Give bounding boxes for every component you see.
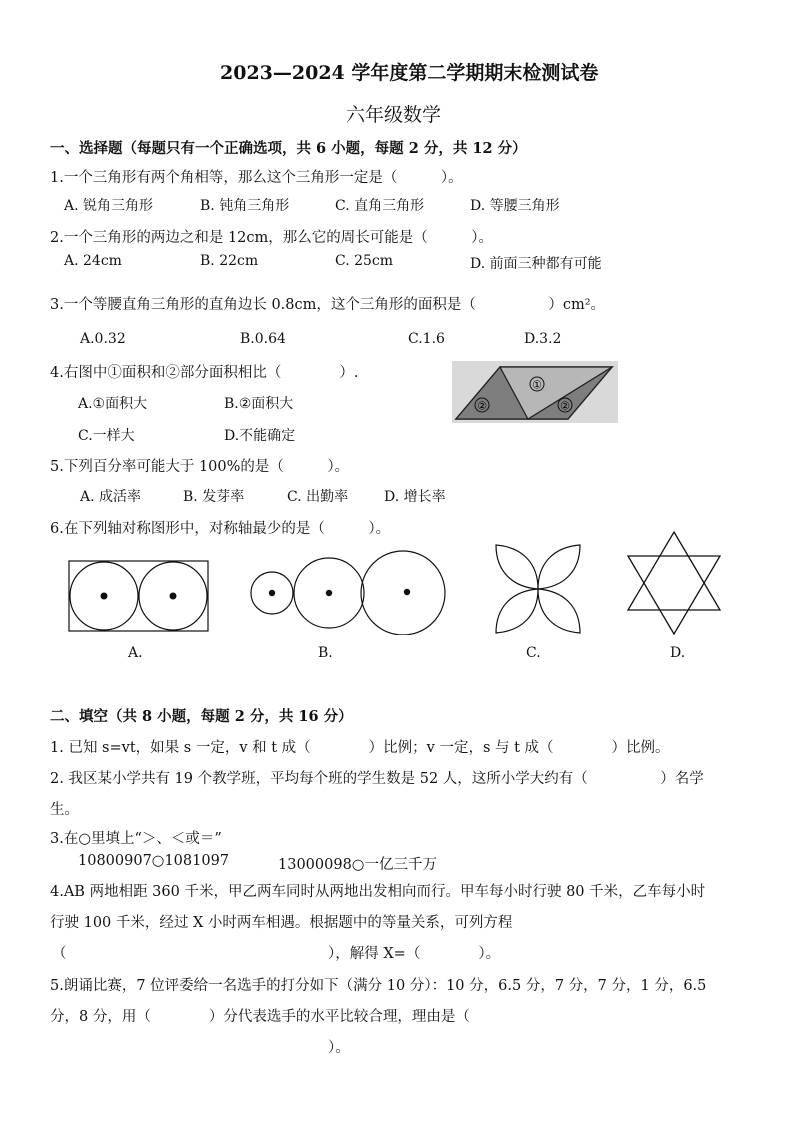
q6-option-d: D. <box>670 645 686 661</box>
q4-label-region-2-right: ② <box>560 399 570 413</box>
q2-option-c: C. 25cm <box>335 253 394 269</box>
q1-option-b: B. 钝角三角形 <box>200 198 290 214</box>
q3-option-c: C.1.6 <box>408 331 445 347</box>
q6-option-a: A. <box>128 645 143 661</box>
fill-question-3-line-1: 3.在○里填上“＞、＜或＝” <box>50 831 222 847</box>
page-subtitle: 六年级数学 <box>346 104 442 126</box>
fill-question-3-item-a: 10800907○1081097 <box>78 853 230 869</box>
section1-heading: 一、选择题（每题只有一个正确选项，共 6 小题，每题 2 分，共 12 分） <box>50 140 527 157</box>
q4-option-b: B.②面积大 <box>224 396 294 412</box>
q5-option-a: A. 成活率 <box>80 489 142 505</box>
q1-option-c: C. 直角三角形 <box>335 198 425 214</box>
q5-option-b: B. 发芽率 <box>183 489 245 505</box>
fill-question-4-line-3: ），解得 X=（ ）。 <box>328 946 501 962</box>
q6-figure-b-three-circles <box>250 547 446 635</box>
fill-question-2-line-2: 生。 <box>50 802 79 818</box>
q2-option-d: D. 前面三种都有可能 <box>470 256 602 272</box>
q4-option-a: A.①面积大 <box>78 396 148 412</box>
q4-label-region-2-left: ② <box>477 399 487 413</box>
q2-option-b: B. 22cm <box>200 253 259 269</box>
q3-option-d: D.3.2 <box>524 331 562 347</box>
question-2-text: 2.一个三角形的两边之和是 12cm，那么它的周长可能是（ ）。 <box>50 230 494 246</box>
question-3-text: 3.一个等腰直角三角形的直角边长 0.8cm，这个三角形的面积是（ ）cm²。 <box>50 297 606 313</box>
q5-option-c: C. 出勤率 <box>287 489 349 505</box>
q4-option-d: D.不能确定 <box>224 428 296 444</box>
fill-question-2-line-1: 2. 我区某小学共有 19 个教学班，平均每个班的学生数是 52 人，这所小学大约有（ ）名学 <box>50 771 704 787</box>
fill-question-5-line-2: 分，8 分，用（ ）分代表选手的水平比较合理，理由是（ <box>50 1009 470 1025</box>
q3-option-a: A.0.32 <box>80 331 126 347</box>
q4-parallelogram-figure <box>452 361 618 423</box>
question-4-text: 4.右图中①面积和②部分面积相比（ ）. <box>50 365 359 381</box>
q6-option-c: C. <box>526 645 541 661</box>
fill-question-4-line-2: 行驶 100 千米，经过 X 小时两车相遇。根据题中的等量关系，可列方程 <box>50 915 513 931</box>
q2-option-a: A. 24cm <box>64 253 122 269</box>
page-title: 2023—2024 学年度第二学期期末检测试卷 <box>220 62 599 84</box>
q1-option-a: A. 锐角三角形 <box>64 198 154 214</box>
fill-question-3-item-b: 13000098○一亿三千万 <box>278 857 437 873</box>
question-1-text: 1.一个三角形有两个角相等，那么这个三角形一定是（ ）。 <box>50 170 463 186</box>
q5-option-d: D. 增长率 <box>384 489 446 505</box>
question-6-text: 6.在下列轴对称图形中，对称轴最少的是（ ）。 <box>50 521 391 537</box>
q4-label-region-1: ① <box>532 378 542 392</box>
q6-figure-c-four-petals <box>492 541 584 637</box>
question-5-text: 5.下列百分率可能大于 100%的是（ ）。 <box>50 459 350 475</box>
fill-question-4-line-1: 4.AB 两地相距 360 千米，甲乙两车同时从两地出发相向而行。甲车每小时行驶 80 千米，乙车每小时 <box>50 884 706 900</box>
fill-question-4-blank-open: （ <box>52 946 67 962</box>
q4-option-c: C.一样大 <box>78 428 135 444</box>
q6-figure-a-rectangle-circles <box>68 560 210 634</box>
fill-question-5-line-1: 5.朗诵比赛，7 位评委给一名选手的打分如下（满分 10 分）：10 分，6.5 分，7 分，7 分，1 分，6.5 <box>50 978 707 994</box>
q3-option-b: B.0.64 <box>240 331 286 347</box>
q6-figure-d-hexagram <box>624 528 724 638</box>
q1-option-d: D. 等腰三角形 <box>470 198 560 214</box>
fill-question-5-line-3: ）。 <box>328 1040 350 1056</box>
q6-option-b: B. <box>318 645 333 661</box>
section2-heading: 二、填空（共 8 小题，每题 2 分，共 16 分） <box>50 708 353 725</box>
fill-question-1: 1. 已知 s=vt，如果 s 一定，v 和 t 成（ ）比例；v 一定，s 与 t 成（ ）比例。 <box>50 740 670 756</box>
